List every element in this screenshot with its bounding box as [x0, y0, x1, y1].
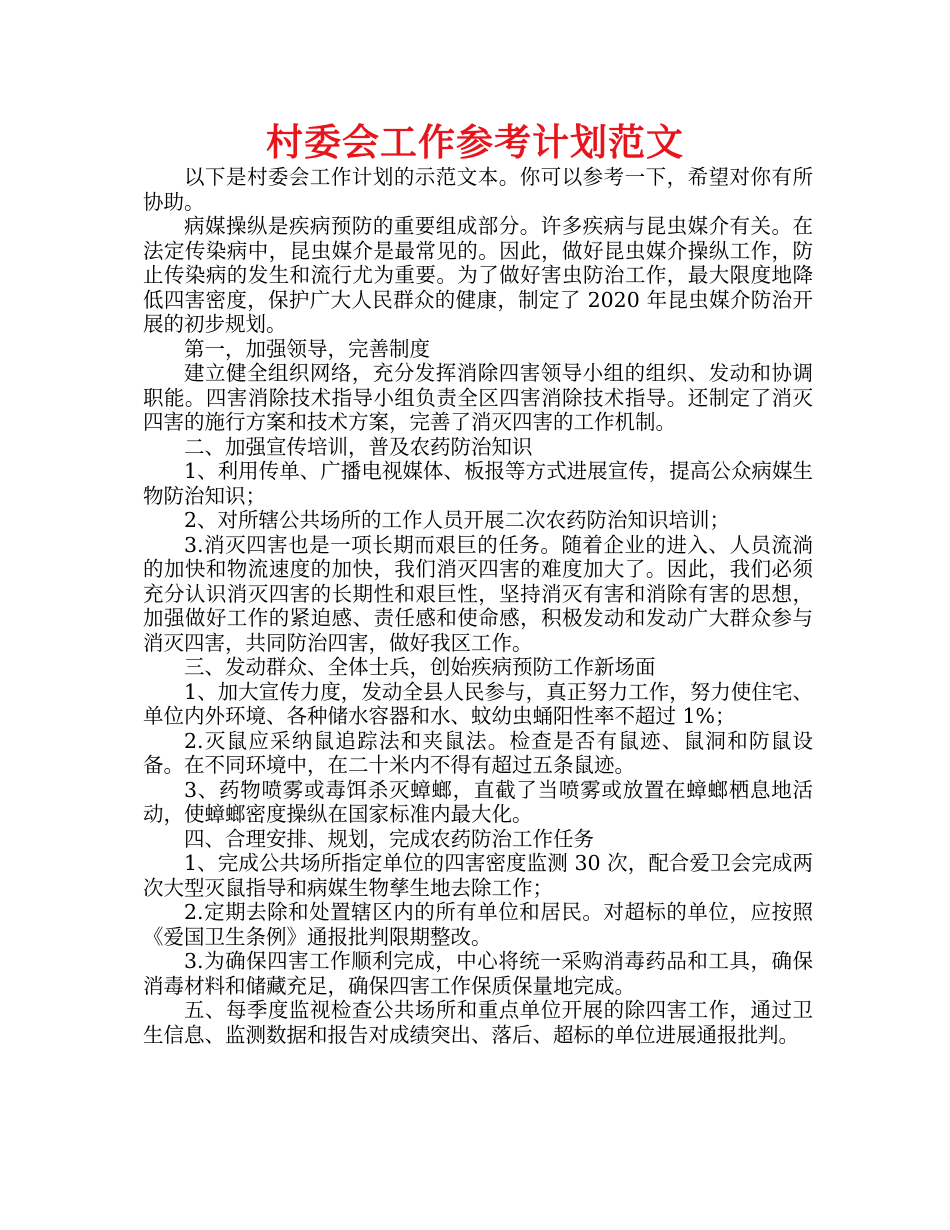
- list-item: 3、药物喷雾或毒饵杀灭蟑螂，直截了当喷雾或放置在蟑螂栖息地活动，使蟑螂密度操纵在国家标准内最大化。: [143, 777, 813, 826]
- paragraph-intro: 以下是村委会工作计划的示范文本。你可以参考一下，希望对你有所协助。: [143, 165, 813, 214]
- list-item: 1、加大宣传力度，发动全县人民参与，真正努力工作，努力使住宅、单位内外环境、各种储水容器和水、蚊幼虫蛹阳性率不超过 1%；: [143, 679, 813, 728]
- paragraph-background: 病媒操纵是疾病预防的重要组成部分。许多疾病与昆虫媒介有关。在法定传染病中，昆虫媒介是最常见的。因此，做好昆虫媒介操纵工作，防止传染病的发生和流行尤为重要。为了做好害虫防治工作，最大限度地降低四害密度，保护广大人民群众的健康，制定了 2020 年昆虫媒介防治开展的初步规划。: [143, 214, 813, 336]
- document-title: 村委会工作参考计划范文: [266, 121, 684, 164]
- list-item: 3.为确保四害工作顺利完成，中心将统一采购消毒药品和工具，确保消毒材料和储藏充足，确保四害工作保质保量地完成。: [143, 949, 813, 998]
- list-item: 1、完成公共场所指定单位的四害密度监测 30 次，配合爱卫会完成两次大型灭鼠指导和病媒生物孳生地去除工作；: [143, 851, 813, 900]
- section-heading-4: 四、合理安排、规划，完成农药防治工作任务: [184, 826, 594, 851]
- list-item: 2、对所辖公共场所的工作人员开展二次农药防治知识培训；: [184, 508, 731, 532]
- list-item: 1、利用传单、广播电视媒体、板报等方式进展宣传，提高公众病媒生物防治知识；: [143, 459, 813, 508]
- section-heading-1: 第一，加强领导，完善制度: [184, 336, 430, 361]
- list-item: 2.定期去除和处置辖区内的所有单位和居民。对超标的单位，应按照《爱国卫生条例》通报批判限期整改。: [143, 900, 813, 949]
- list-item: 3.消灭四害也是一项长期而艰巨的任务。随着企业的进入、人员流淌的加快和物流速度的加快，我们消灭四害的难度加大了。因此，我们必须充分认识消灭四害的长期性和艰巨性，坚持消灭有害和消除有害的思想，加强做好工作的紧迫感、责任感和使命感，积极发动和发动广大群众参与消灭四害，共同防治四害，做好我区工作。: [143, 532, 813, 655]
- paragraph-organization: 建立健全组织网络，充分发挥消除四害领导小组的组织、发动和协调职能。四害消除技术指导小组负责全区四害消除技术指导。还制定了消灭四害的施行方案和技术方案，完善了消灭四害的工作机制。: [143, 361, 813, 434]
- list-item: 2.灭鼠应采纳鼠追踪法和夹鼠法。检查是否有鼠迹、鼠洞和防鼠设备。在不同环境中，在二十米内不得有超过五条鼠迹。: [143, 728, 813, 777]
- section-heading-2: 二、加强宣传培训，普及农药防治知识: [184, 434, 533, 459]
- section-heading-3: 三、发动群众、全体士兵，创始疾病预防工作新场面: [184, 655, 656, 679]
- section-heading-5: 五、每季度监视检查公共场所和重点单位开展的除四害工作，通过卫生信息、监测数据和报告对成绩突出、落后、超标的单位进展通报批判。: [143, 998, 813, 1047]
- document-body: [143, 165, 813, 1047]
